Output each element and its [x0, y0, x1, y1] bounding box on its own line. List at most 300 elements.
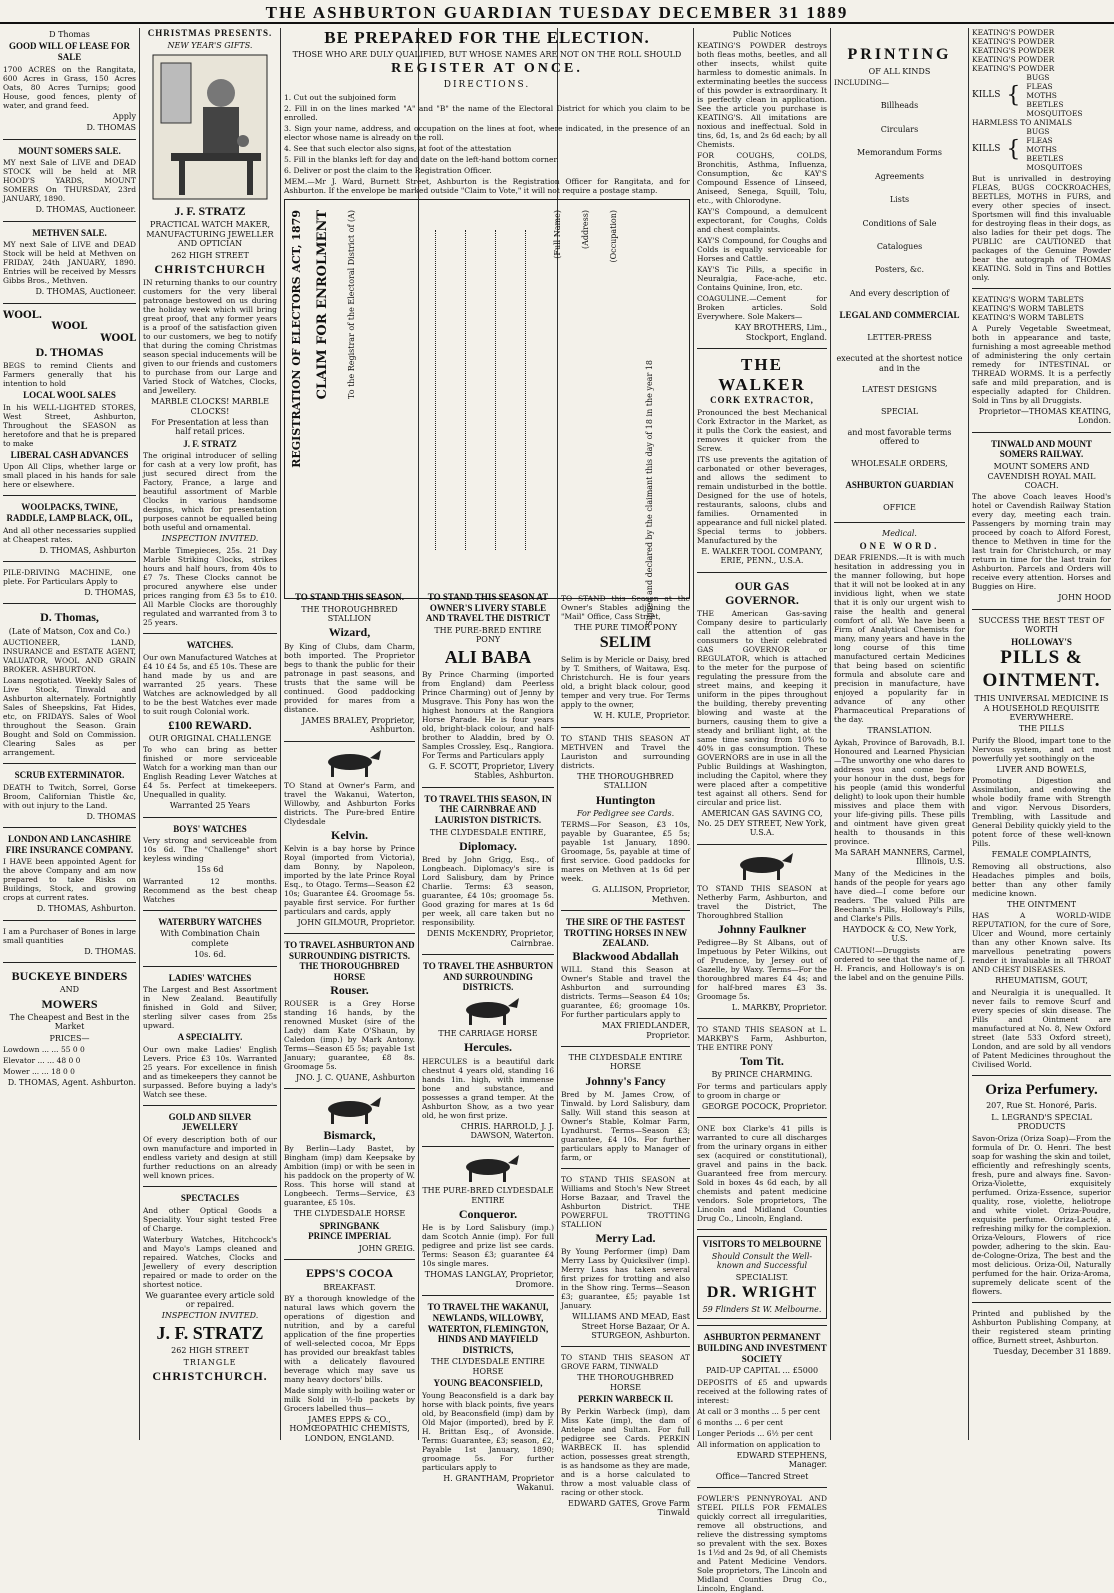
ad-signature: AMERICAN GAS SAVING CO, No. 25 DEY STREET, New York, U.S.A. — [697, 809, 827, 838]
ad-body: In his WELL-LIGHTED STORES, West Street, Ashburton, Throughout the SEASON as heretofore and that he is prepared to make — [3, 402, 136, 448]
kills-block — [972, 127, 1111, 172]
ad-body: Pronounced the best Mechanical Cork Extractor in the Market, as it pulls the Cork the easiest, and removes it quicker from the Screw. — [697, 408, 827, 454]
horse-name: Tom Tit. — [740, 1054, 784, 1069]
ad-title: WOOLPACKS, TWINE, RADDLE, LAMP BLACK, OIL, — [6, 502, 133, 523]
ad-label: KILLS — [972, 90, 1001, 101]
ad-subtitle: THE THOROUGHBRED STALLION — [577, 771, 674, 791]
form-occupation-label: (Occupation) — [609, 209, 618, 263]
horse-name: SPRINGBANK — [319, 1220, 380, 1231]
ad-subtitle: PAID-UP CAPITAL ... £5000 — [705, 1366, 819, 1376]
ad-subtitle: INSPECTION INVITED. — [161, 534, 259, 544]
direction-item: 2. Fill in on the lines marked "A" and "B" the name of the Electoral District for which you claim to be enrolled. — [284, 103, 690, 122]
ad-title: THE SIRE OF THE FASTEST TROTTING HORSES IN NEW ZEALAND. — [563, 917, 688, 949]
form-line — [495, 230, 496, 550]
ad-signature: HAYDOCK & CO, New York, U.S. — [842, 924, 957, 944]
price-row: Mower ... ... 18 0 0 — [3, 1067, 75, 1077]
ad-address: 262 HIGH STREET — [171, 250, 249, 260]
ad-title: BUCKEYE BINDERS — [11, 969, 128, 984]
ad-subtitle: OFFICE — [883, 502, 916, 512]
ad-subtitle: NEW YEAR'S GIFTS. — [167, 40, 253, 50]
ad-subtitle: FEMALE COMPLAINTS, — [991, 850, 1092, 860]
ad-signature: JAMES BRALEY, Proprietor, Ashburton. — [302, 715, 415, 735]
ad-signature: GEORGE POCOCK, Proprietor. — [701, 1101, 827, 1111]
ad-label: KILLS — [972, 144, 1001, 155]
ad-body: TO STAND this Season at the Owner's Stables adjoining the "Mail" Office, Cass Street, — [561, 594, 690, 621]
ad-subtitle: WHOLESALE ORDERS, — [851, 458, 948, 468]
ad-body: ITS use prevents the agitation of carbonated or other beverages, and allows the sediment to remain undisturbed in the bottle. Designed for the use of hotels, restaurants, saloons, clubs and families. Ornamented in appearance and full nickel plated. Special terms to jobbers. Manufactured by the — [697, 455, 827, 546]
ad-signature: D. THOMAS, — [84, 588, 136, 598]
printing-item: Catalogues — [876, 241, 923, 251]
ad-title: HOLLOWAY'S — [1011, 636, 1072, 647]
ad-subtitle: TRANSLATION. — [867, 726, 932, 736]
ad-body: Kelvin is a bay horse by Prince Royal (imported from Victoria), dam Bonny, by Napoleon, imported by the late Prince Royal Esq., to Otago. Terms—Season £2 10s; Guarantee £4. Groomage 5s. payable first service. For further particulars and cards, apply — [284, 843, 415, 916]
ad-body: Aykah, Province of Barovadh, B.I. Honoured and Learned Physician—The unworthy one who dares to address you and come before your honour in the dust, begs for his people (amid this wonderful delight) to look upon their humble missives and place them with your life-giving pills. These pills and ointment have given great health to thousands in this province. — [834, 737, 965, 846]
ad-signature: D. THOMAS. — [84, 946, 136, 956]
horse-name: SELIM — [599, 634, 652, 652]
ad-title: TO TRAVEL THIS SEASON, IN THE CAIRNBRAE AND LAURISTON DISTRICTS. — [424, 793, 552, 826]
ad-title: Oriza Perfumery. — [985, 1081, 1098, 1098]
imprint: Printed and published by the Ashburton Publishing Company, at their registered steam printing office, Burnett street, Ashburton. — [972, 1308, 1111, 1345]
ad-body: COAGULINE.—Cement for Broken articles. Sold Everywhere. Sole Makers— — [697, 294, 827, 322]
form-line — [435, 230, 436, 550]
ad-body: TO Stand at Owner's Farm, and travel the Wakanui, Waterton, Willowby, and Ashburton Forks districts. The Pure-bred Entire Clydesdale — [284, 780, 415, 826]
ad-title: BOYS' WATCHES — [173, 823, 247, 834]
kills-block — [972, 73, 1111, 118]
ad-body: Of every description both of our own manufacture and imported in endless variety and design at still further reductions on an already well known prices. — [143, 1134, 277, 1180]
ad-body: Our own make Ladies' English Levers. Price £3 10s. Warranted 25 years. For excellence in finish and as timekeepers they cannot be surpassed. Before buying a lady's Watch see these. — [143, 1044, 277, 1099]
ad-body: MY next Sale of LIVE and DEAD STOCK will be held at MR HOOD'S YARDS, MOUNT SOMERS On THURSDAY, 23rd JANUARY, 1890. — [3, 158, 136, 204]
election-subtitle: THOSE WHO ARE DULY QUALIFIED, BUT WHOSE NAMES ARE NOT ON THE ROLL SHOULD — [292, 50, 682, 60]
pest-item: FLEAS — [1026, 136, 1053, 145]
ad-subtitle: THE THOROUGHBRED HORSE — [577, 1373, 674, 1392]
ad-signature: Proprietor—THOMAS KEATING, London. — [978, 407, 1111, 426]
ad-title: SPECTACLES — [180, 1192, 240, 1203]
ad-body: DEAR FRIENDS.—It is with much hesitation in addressing you in the manner following, but hope that it will not be looked at in any invidious light, when we state that it is only our urgent wish to raise the health and general comfort of all. We have been a Firm of Analytical Chemists for many, many years and have in the long course of this time manufactured certain Medicines that being based on scientific formula and absolute care and precision in manufacture, have enjoyed a popularity far in advance of any other Pharmaceutical Preparations of the day. — [834, 553, 965, 725]
ad-title: CORK EXTRACTOR, — [710, 395, 814, 406]
ad-signature: E. WALKER TOOL COMPANY, ERIE, PENN., U.S.A. — [701, 547, 823, 566]
ad-body: The original introducer of selling for cash at a very low profit, has just secured direct from the Factory, France, a large and beautiful assortment of Marble Clocks in various handsome designs, which for presentation purposes cannot be equalled being both useful and ornamental. — [143, 451, 277, 533]
horse-name: Johnny's Fancy — [585, 1073, 666, 1088]
ad-signature: EDWARD STEPHENS, Manager. — [736, 1450, 827, 1470]
ad-body: But is unrivalled in destroying FLEAS, BUGS COCKROACHES, BEETLES, MOTHS in FURS, and every other species of insect. Sportsmen will find this invaluable for destroying fleas in their dogs, as also ladies for their pet dogs. The PUBLIC are CAUTIONED that packages of the Genuine Powder bear the autograph of THOMAS KEATING. Sold in Tins and Bottles only. — [972, 174, 1111, 282]
ad-body: KAY'S Tic Pills, a specific in Neuralgia, Face-ache, etc. Contains Quinine, Iron, etc. — [697, 265, 827, 293]
ad-body: Pedigree—By St Albans, out of Impetuous by Peter Wilkins, out of Prudence, by Jersey out of Gazelle, by Waxy. Terms—For the thoroughbred mares £4 4s; and for half-bred mares £3 3s. Groomage 5s. — [697, 937, 827, 1001]
ad-title: £100 REWARD. — [168, 717, 252, 732]
ad-signature: JOHN GREIG. — [358, 1243, 415, 1253]
ad-body: WILL Stand this Season at Owner's Stable and travel the Ashburton and surrounding districts. Terms—Season £4 10s; guarantee, £6; groomage 10s. For further particulars apply to — [561, 965, 690, 1020]
ad-signature: DENIS McKENDRY, Proprietor, Cairnbrae. — [426, 929, 554, 948]
direction-item: 4. See that such elector also signs, at foot of the attestation — [284, 143, 512, 153]
ad-subtitle: With Combination Chain complete — [160, 929, 260, 948]
ad-subtitle: LATEST DESIGNS — [862, 385, 937, 395]
form-address-label: (Address) — [581, 209, 590, 249]
ad-title: SCRUB EXTERMINATOR. — [14, 770, 125, 781]
election-register: REGISTER AT ONCE. — [391, 61, 583, 77]
ad-subtitle: THE CLYDESDALE ENTIRE, — [429, 827, 547, 837]
ad-body: By Berlin—Lady Bastet, by Bingham (imp) dam Keepsake by Ambition (imp) or with be seen in his paddock on the property of W. Ross. This horse will stand at Longbeech. Terms—Service, £3 guarantee, £5 10s. — [284, 1144, 415, 1208]
ad-signature: D. THOMAS, Agent. Ashburton. — [7, 1078, 136, 1088]
ad-body: THE American Gas-saving Company desire to particularly call the attention of gas consumers to their celebrated GAS GOVERNOR or REGULATOR, which is attached to the meter for the purpose of regulating the pressure from the street mains, and keeping it uniform in the pipes throughout the building, thereby preventing blowing and waste at the burners, causing them to give a steady and brilliant light, at the same time saving from 10% to 40% in gas consumption. These GOVERNORS are in use in all the Public Buildings at Washington, including the Capitol, where they were placed after a competitive test against all others. Send for circular and price list. — [697, 609, 827, 808]
ad-title: MOWERS — [41, 996, 98, 1011]
ad-title: ASHBURTON PERMANENT BUILDING AND INVESTMENT SOCIETY — [697, 1332, 827, 1364]
ad-subtitle: THE PILLS — [1018, 724, 1065, 734]
printing-item: Billheads — [880, 101, 919, 111]
ad-signature: L. MARKBY, Proprietor. — [731, 1002, 827, 1012]
ad-body: INCLUDING— — [834, 78, 890, 88]
ad-subtitle: SPECIAL — [880, 406, 919, 416]
ad-signature: D. THOMAS, Auctioneer. — [35, 205, 136, 215]
ad-signature: CHRIS. HARROLD, J. J. DAWSON, Waterton. — [460, 1121, 554, 1140]
ad-line: KEATING'S POWDER — [972, 28, 1055, 37]
ad-price: 10s. 6d. — [193, 950, 227, 960]
ad-body: By Prince Charming (imported from England) dam Peerless Prince Charming) out of Jenny by Musgrave. This Pony has won the highest honours at the Rangiora Horse Parade. He is four years old, bright-black colour, and half-brother to Aladdin, bred by O. Samples Crossley, Esq., Rangiora. For Terms and Particulars apply — [422, 669, 554, 760]
ad-title: MOUNT SOMERS SALE. — [18, 145, 121, 156]
ad-name: D. THOMAS — [35, 345, 104, 360]
ad-title: TO STAND THIS SEASON AT OWNER'S LIVERY STABLE AND TRAVEL THE DISTRICT — [425, 592, 551, 624]
ad-body: KAY'S Compound, a demulcent expectorant, for Coughs, Colds and chest complaints. — [697, 207, 827, 235]
ad-line: KEATING'S WORM TABLETS — [972, 304, 1084, 313]
ad-subtitle: LIVER AND BOWELS, — [996, 764, 1087, 774]
section-title: Medical. — [882, 529, 917, 539]
ad-body: Promoting Digestion and Assimilation, and endowing the whole bodily frame with Strength and vigor. Nervous Disorders, Trembling, with Lassitude and General Debility quickly yield to the potent force of these well-known Pills. — [972, 776, 1111, 849]
ad-body: TO STAND THIS SEASON at L. MARKBY'S Farm, Ashburton, THE ENTIRE PONY — [697, 1025, 827, 1053]
direction-item: 1. Cut out the subjoined form — [284, 92, 397, 102]
ad-body: executed at the shortest notice and in the — [836, 354, 963, 373]
ad-city: CHRISTCHURCH. — [152, 1368, 268, 1383]
ad-body: Many of the Medicines in the hands of the people for years ago have died—I come before our readers. The valued Pills are Beecham's Pills, Holloway's Pills, and Clarke's Pills. — [834, 868, 965, 923]
ad-body: Very strong and serviceable from 10s 6d. The "Challenge" short keyless winding — [143, 836, 277, 864]
pest-item: MOSQUITOES — [1026, 109, 1083, 118]
ad-body: ROUSER is a Grey Horse standing 16 hands, by the renowned Musket (sire of the Lady) dam Kate O'Shaun, by Caledon (imp.) by Mark Antony. Terms—Season £5 5s; payable 1st January; guarantee, £8 8s. Groomage 5s. — [284, 998, 415, 1071]
imprint-date: Tuesday, December 31 1889. — [993, 1346, 1111, 1356]
ad-body: TO STAND THIS SEASON at Williams and Stoch's New Street Horse Bazaar, and Travel the Ashburton District. THE POWERFUL TROTTING STALLION — [561, 1174, 690, 1229]
directions-title: DIRECTIONS. — [443, 80, 531, 90]
ad-subtitle: THE PURE-BRED CLYDESDALE ENTIRE — [422, 1186, 554, 1205]
ad-body: FOWLER'S PENNYROYAL AND STEEL PILLS FOR FEMALES quickly correct all irregularities, remove all obstructions, and relieve the distressing symptoms so prevalent with the sex. Boxes 1s 1½d and 2s 9d, of all Chemists and Patent Medicine Vendors. Sole proprietors, The Lincoln and Midland Counties Drug Co., Lincoln, England. — [697, 1493, 827, 1593]
form-line — [525, 230, 526, 550]
ad-body: Waterbury Watches, Hitchcock's and Mayo's Lamps cleaned and repaired. Watches, Clocks and Jewellery of every description repaired or made to order on the shortest notice. — [143, 1234, 277, 1289]
printing-item: Circulars — [880, 124, 919, 134]
ad-subtitle: OUR ORIGINAL CHALLENGE — [148, 733, 272, 743]
ad-body: CAUTION!—Druggists are ordered to see that the name of J. H. Francis, and Holloway's is on the label and on the genuine Pills. — [834, 945, 965, 982]
ad-note: Warranted 25 Years — [169, 801, 251, 811]
ad-title: A SPECIALITY. — [177, 1032, 243, 1043]
ad-subtitle: The Cheapest and Best in the Market — [9, 1012, 130, 1032]
ad-address: 207, Rue St. Honoré, Paris. — [986, 1101, 1097, 1111]
ad-title: MARBLE CLOCKS! MARBLE CLOCKS! — [151, 397, 269, 416]
horse-icon — [315, 1095, 385, 1125]
ad-title: LEGAL AND COMMERCIAL — [839, 310, 960, 321]
form-act-title: REGISTRATION OF ELECTORS ACT, 1879 — [290, 209, 303, 468]
ad-subtitle: SPECIALIST. — [735, 1272, 789, 1282]
ad-subtitle: PRACTICAL WATCH MAKER, MANUFACTURING JEWELLER AND OPTICIAN — [146, 220, 274, 249]
ad-body: Purify the Blood, impart tone to the Nervous system, and act most powerfully yet soothingly on the — [972, 735, 1111, 763]
printing-item: Lists — [889, 195, 910, 205]
horse-name: Johnny Faulkner — [717, 921, 807, 936]
ad-body: BEGS to remind Clients and Farmers generally that his intention to hold — [3, 361, 136, 389]
ad-body: Removing all obstructions, also Headaches pimples and boils, better than any other family medicine known. — [972, 861, 1111, 898]
ad-subtitle: (Late of Matson, Cox and Co.) — [8, 626, 131, 636]
ad-subtitle: For Presentation at less than half retail prices. — [151, 417, 269, 437]
form-name-label: (Full Name) — [553, 209, 562, 259]
ad-signature: JOHN HOOD — [1058, 593, 1111, 603]
ad-title: TINWALD AND MOUNT SOMERS RAILWAY. — [990, 438, 1092, 460]
ad-title: PILLS & OINTMENT. — [982, 647, 1101, 691]
ad-title: VISITORS TO MELBOURNE — [702, 1239, 822, 1250]
ad-body: TO STAND THIS SEASON AT METHVEN and Travel the Lauriston and surrounding districts. — [561, 733, 690, 770]
rate-row: Longer Periods ... 6½ per cent — [697, 1428, 813, 1438]
pest-item: MOTHS — [1026, 91, 1057, 100]
ad-body: All information on application to — [697, 1439, 821, 1449]
column-4 — [419, 592, 557, 1493]
ad-body: I HAVE been appointed Agent for the above Company and am now prepared to take Risks on Buildings, Stock, and growing crops at current rates. — [3, 857, 136, 903]
horse-icon — [315, 748, 385, 778]
horse-name: Hercules. — [463, 1040, 513, 1055]
horse-name: Huntington — [595, 792, 656, 807]
ad-signature: JNO. J. C. QUANE, Ashburton — [295, 1072, 415, 1082]
ad-body: He is by Lord Salisbury (imp.) dam Scotch Annie (imp). For full pedigree and prize list see cards. Terms: Season £3; guarantee £4 10s single mares. — [422, 1223, 554, 1269]
printing-item: Posters, &c. — [874, 265, 925, 275]
ad-signature: JAMES EPPS & CO., HOMŒOPATHIC CHEMISTS, LONDON, ENGLAND. — [289, 1414, 410, 1443]
ad-title: TO TRAVEL ASHBURTON AND SURROUNDING DISTRICTS. THE THOROUGHBRED HORSE — [284, 940, 415, 982]
ad-subtitle: THE CARRIAGE HORSE — [438, 1028, 538, 1038]
horse-name: ALI BABA — [444, 646, 532, 667]
form-registrar-line: To the Registrar of the Electoral District of (A) — [347, 209, 356, 399]
ad-title: METHVEN SALE. — [32, 227, 107, 238]
ad-body: TERMS—For Season, £3 10s, payable by Guarantee, £5 5s; payable 1st January, 1890. Groomage, 5s, payable at time of first service. Good paddocks for mares on Methven at 1s 6d per week. — [561, 820, 690, 884]
ad-body: The Largest and Best Assortment in New Zealand. Beautifully finished in Gold and Silver, sterling silver cases from 25s upward. — [143, 985, 277, 1031]
horse-name: PRINCE IMPERIAL — [308, 1231, 391, 1242]
ad-title: OUR GAS GOVERNOR. — [725, 578, 799, 608]
ad-price: 15s 6d — [196, 865, 224, 875]
direction-item: 5. Fill in the blanks left for day and date on the left-hand bottom corner. — [284, 154, 559, 164]
ad-subtitle: OF ALL KINDS — [868, 66, 931, 76]
ad-subtitle: INSPECTION INVITED. — [161, 1311, 259, 1321]
pest-item: MOTHS — [1026, 145, 1057, 154]
ad-body: Bred by John Grigg, Esq., of Longbeach. Diplomacy's sire is Lord Salisbury, dam by Prince Charlie. Terms: £3 season, guarantee, £4 10s; groomage 5s. Good grazing for mares at 1s 6d per week, all care taken but no responsibility. — [422, 855, 554, 928]
ad-line: HARMLESS TO ANIMALS — [972, 118, 1072, 127]
ad-signature: D. THOMAS, Auctioneer. — [35, 287, 136, 297]
direction-item: 6. Deliver or post the claim to the Registration Officer. — [284, 165, 492, 175]
ad-subtitle: AND — [59, 985, 80, 995]
ad-subtitle: Should Consult the Well-known and Successful — [711, 1251, 813, 1271]
ad-title: LOCAL WOOL SALES — [23, 390, 116, 401]
rate-row: 6 months ... 6 per cent — [697, 1417, 784, 1427]
ad-body: To who can bring as better finished or more serviceable Watch for a working man than our English Reading Lever Watches at £4 5s. Perfect at timekeepers. Unequalled in quality. — [143, 745, 277, 800]
ad-body: ONE box Clarke's 41 pills is warranted to cure all discharges from the urinary organs in either sex (acquired or constitutional), gravel and pains in the back. Guaranteed free from mercury. Sold in boxes 4s 6d each, by all chemists and patent medicine vendors. Sole proprietors, The Lincoln and Midland Counties Drug Co., Lincoln, England. — [697, 1124, 827, 1224]
ad-line: KEATING'S WORM TABLETS — [972, 295, 1084, 304]
horse-name: YOUNG BEACONSFIELD, — [433, 1378, 543, 1389]
ad-address: 59 Flinders St W. Melbourne. — [702, 1304, 822, 1314]
ad-body: Loans negotiated. Weekly Sales of Live Stock, Tinwald and Ashburton alternately. Fortnightly Sales of Sheepskins, Fat Hides, etc, on FRIDAYS. Sales of Wool throughout the Season. Grain Bought and Sold on Commission. Clearing Sales as per arrangement. — [3, 676, 136, 758]
ad-line: KEATING'S POWDER — [972, 64, 1055, 73]
horse-name: PERKIN WARBECK II. — [577, 1394, 674, 1405]
price-row: Elevator ... ... 48 0 0 — [3, 1056, 81, 1066]
ad-title: PRINTING — [847, 46, 952, 63]
ad-body: Warranted 12 months. Recommend as the best cheap Watches — [143, 876, 277, 904]
column-3 — [281, 592, 418, 1443]
ad-title: THE WALKER — [718, 355, 806, 395]
watchmaker-engraving — [151, 53, 269, 201]
ad-signature: JOHN GILMOUR, Proprietor. — [297, 917, 415, 927]
ad-body: HAS A WORLD-WIDE REPUTATION, for the cure of Sore, Ulcer and Wound, more certainly than any other Known salve. Its marvellous penetrating powers render it invaluable in all THROAT AND CHEST DISEASES. — [972, 911, 1111, 975]
ad-title: WOOL. — [3, 309, 43, 321]
ad-signature: D. THOMAS — [86, 811, 136, 821]
ad-body: and most favorable terms offered to — [847, 428, 952, 447]
ad-subtitle: By PRINCE CHARMING. — [711, 1070, 813, 1080]
ad-signature: EDWARD GATES, Grove Farm Tinwald — [567, 1498, 690, 1518]
ad-title: LADIES' WATCHES — [168, 972, 252, 983]
ad-body: TO STAND THIS SEASON at Netherby Farm, Ashburton, and travel the District, The Thoroughbred Stallion — [697, 883, 827, 920]
section-title: Public Notices — [732, 30, 792, 39]
pest-item: BEETLES — [1026, 154, 1064, 163]
ad-signature: D. THOMAS — [86, 123, 136, 133]
ad-body: I am a Purchaser of Bones in large small quantities — [3, 926, 136, 945]
price-row: Lowdown ... ... 55 0 0 — [3, 1045, 85, 1055]
horse-name: Kelvin. — [330, 827, 368, 842]
ad-subtitle: THIS UNIVERSAL MEDICINE IS A HOUSEHOLD REQUISITE EVERYWHERE. — [974, 694, 1109, 723]
ad-body: MY next Sale of LIVE and DEAD Stock will be held at Methven on FRIDAY, 24th JANUARY, 1890. Entries will be received by Messrs Gibbs Bros., Methven. — [3, 240, 136, 286]
ad-body: DEPOSITS of £5 and upwards received at the following rates of interest: — [697, 1377, 827, 1405]
ad-subtitle: SUCCESS THE BEST TEST OF WORTH — [978, 615, 1105, 635]
ad-title: CHRISTMAS PRESENTS. — [147, 28, 273, 38]
ad-note: We guarantee every article sold or repaired. — [145, 1290, 275, 1309]
ad-name: D. Thomas, — [40, 610, 99, 625]
ad-subtitle: THE CLYDESDALE ENTIRE HORSE — [431, 1357, 545, 1376]
ad-body: Made simply with boiling water or milk Sold in ½-lb packets by Grocers labelled thus— — [284, 1385, 415, 1413]
pest-item: BUGS — [1026, 127, 1050, 136]
ad-body: Upon All Clips, whether large or small placed in his hands for sale here or elsewhere. — [3, 462, 136, 490]
ad-body: DEATH to Twitch, Sorrel, Gorse Broom, Californian Thistle &c, with out injury to the Land. — [3, 782, 136, 810]
printing-item: Agreements — [875, 171, 924, 181]
ad-subtitle: MOUNT SOMERS AND CAVENDISH ROYAL MAIL COACH. — [987, 462, 1096, 490]
ad-title: WOOL — [51, 321, 88, 333]
horse-icon — [453, 996, 523, 1026]
price-list-title: PRICES— — [49, 1033, 90, 1043]
horse-icon — [727, 851, 797, 881]
ad-signature: D. THOMAS, Ashburton. — [36, 904, 136, 914]
ad-body: And every description of — [849, 288, 950, 298]
ad-title: LONDON AND LANCASHIRE FIRE INSURANCE COMPANY. — [5, 834, 134, 855]
column-2 — [140, 28, 280, 1440]
ad-address: TRIANGLE — [183, 1357, 237, 1367]
ad-note: For Pedigree see Cards. — [576, 808, 675, 818]
printing-item: Conditions of Sale — [862, 218, 937, 228]
ad-signature: G. F. SCOTT, Proprietor, Livery Stables, Ashburton. — [428, 761, 554, 781]
ad-line: KEATING'S POWDER — [972, 37, 1055, 46]
ad-name: J. F. STRATZ — [156, 1322, 264, 1343]
ad-body: A Purely Vegetable Sweetmeat, both in appearance and taste, furnishing a most agreeable method of administering the only certain remedy for INTESTINAL or THREAD WORMS. It is a perfectly safe and mild preparation, and is especially adapted for Children. Sold in Tins by all Druggists. — [972, 324, 1111, 405]
ad-body: and Neuralgia it is unequalled. It never fails to remove Scurf and every species of skin disease. The Pills and Ointment are manufactured at No. 8, New Oxford street (late 533 Oxford street), London, and are sold by all vendors of Patent Medicines throughout the Civilised World. — [972, 987, 1111, 1069]
ad-signature: G. ALLISON, Proprietor, Methven. — [591, 885, 690, 904]
ad-subtitle: THE CLYDESDALE ENTIRE HORSE — [568, 1052, 683, 1072]
form-line — [465, 230, 466, 550]
ad-title: TO STAND THIS SEASON. — [294, 592, 405, 602]
ad-title: LIBERAL CASH ADVANCES — [10, 449, 129, 460]
ad-signature: THOMAS LANGLAY, Proprietor, Dromore. — [424, 1270, 554, 1289]
ad-body: BY a thorough knowledge of the natural laws which govern the operations of digestion and nutrition, and by a careful application of the fine properties of well-selected cocoa, Mr Epps has provided our breakfast tables with a delicately flavoured beverage which may save us many heavy doctors' bills. — [284, 1293, 415, 1384]
ad-body: HERCULES is a beautiful dark chestnut 4 years old, standing 16 hands 1in. high, with immense bone and substance, and possesses a grand temper. At the Ashburton Show, as a two year old, he won first prize. — [422, 1056, 554, 1120]
ad-subtitle: LETTER-PRESS — [867, 332, 932, 342]
ad-body: And all other necessaries supplied at Cheapest rates. — [3, 525, 136, 544]
pest-item: MOSQUITOES — [1026, 163, 1083, 172]
ad-body: TO STAND THIS SEASON AT GROVE FARM, TINWALD — [561, 1353, 690, 1372]
ad-subtitle: THE THOROUGHBRED STALLION — [301, 604, 398, 624]
melbourne-specialist-ad — [697, 1236, 827, 1319]
ad-signature: W. H. KULE, Proprietor. — [593, 711, 690, 721]
ad-body: By King of Clubs, dam Charm, both imported. The Proprietor begs to thank the public for their patronage in past seasons, and trusts that the same will be continued. Good paddocking provided for mares from a distance. — [284, 641, 415, 714]
horse-name: Merry Lad. — [595, 1230, 656, 1245]
ad-name: DR. WRIGHT — [706, 1284, 818, 1302]
ad-title: TO TRAVEL THE WAKANUI, NEWLANDS, WILLOWBY, WATERTON, FLEMINGTON, HINDS AND MAYFIELD DISTRICTS, — [427, 1302, 549, 1355]
ad-title: TO TRAVEL THE ASHBURTON AND SURROUNDING DISTRICTS. — [422, 961, 554, 993]
printing-item: Memorandum Forms — [857, 148, 942, 158]
horse-name: Conqueror. — [458, 1207, 518, 1222]
ad-body: By Perkin Warbeck (imp), dam Miss Kate (imp), the dam of Antelope and Sultan. For full pedigree see Cards. PERKIN WARBECK II. has splendid action, possesses great strength, is as handsome as they are made, and is a horse calculated to throw a most valuable class of racing or other stock. — [561, 1406, 690, 1497]
ad-title: ASHBURTON GUARDIAN — [845, 480, 954, 491]
ad-title: WATCHES. — [186, 639, 234, 650]
ad-body: And other Optical Goods a Speciality. Your sight tested Free of Charge. — [143, 1205, 277, 1233]
ad-subtitle: THE OINTMENT — [1006, 899, 1077, 909]
masthead: THE ASHBURTON GUARDIAN TUESDAY DECEMBER 31 1889 — [0, 0, 1114, 24]
ad-body: 1700 ACRES on the Rangitata, 600 Acres in Grass, 150 Acres Oats, 80 Acres Turnips; good House, good fences, plenty of water, and grand feed. — [3, 64, 136, 110]
brace-icon: { — [1006, 136, 1021, 162]
ad-line: KEATING'S POWDER — [972, 55, 1055, 64]
ad-body: Savon-Oriza (Oriza Soap)—From the formula of Dr. O. Henri. The best soap for washing the skin and toilet, efficiently and refreshingly scents, fresh, pure and always fine. Savon-Oriza-Violette, exquisitely perfumed. Oriza-Essence, superior quality, rose, violette, heliotrope and white violet. Oriza-Poudre, exquisite perfume. Oriza-Lacté, a refreshing milky for the complexion. Oriza-Velours, Flowers of rice powder, adhering to the skin. Eau-de-Cologne-Oriza, The best and the most delicious. Oriza-Oil, Naturally perfumed for the hair. Oriza-Aroma, supremely delicate scent of the flowers. — [972, 1133, 1111, 1296]
column-6 — [694, 28, 830, 1593]
ad-city: CHRISTCHURCH — [154, 261, 266, 276]
form-claim-title: CLAIM FOR ENROLMENT — [315, 209, 330, 399]
ad-address: Office—Tancred Street — [715, 1471, 809, 1481]
ad-signature: Ma SARAH MANNERS, Carmel, Illinois, U.S. — [834, 847, 965, 867]
direction-item: 3. Sign your name, address, and occupation on the lines at foot, where indicated, in the presence of an elector whose name is already on the roll. — [284, 123, 690, 142]
ad-body: The above Coach leaves Hood's hotel or Cavendish Railway Station every day, meeting each train. Passengers by morning train may proceed by coach to Alford Forest, thence to Methven in time for the last train for Christchurch, or may return in time for the last train for Ashburton. Parcels and Orders will receive every attention. Horses and Buggies on Hire. — [972, 492, 1111, 592]
horse-name: Bismarck, — [323, 1128, 376, 1143]
ad-signature: J. F. STRATZ — [183, 438, 237, 449]
ad-signature: KAY BROTHERS, Lim., Stockport, England. — [734, 323, 827, 342]
ad-subtitle: THE CLYDESDALE HORSE — [293, 1209, 406, 1219]
ad-body: IN returning thanks to our country customers for the very liberal patronage bestowed on us during the holiday week which will bring great proof, that any former years is a proof of the satisfaction given to our customers, we beg to notify that during the coming Christmas season special inducements will be given to our friends and customers to purchase from our Large and Varied Stock of Watches, Clocks, and Jewellery. — [143, 278, 277, 396]
horse-name: Diplomacy. — [459, 839, 517, 854]
column-5 — [558, 592, 693, 1518]
pest-item: BUGS — [1026, 73, 1050, 82]
ad-body: Our own Manufactured Watches at £4 10 £4 5s, and £5 10s. These are hand made by us and are warranted 25 years. These Watches are acknowledged by all to be the best Watches ever made to suit rough Colonial work. — [143, 652, 277, 716]
ad-title: ONE WORD. — [859, 540, 940, 551]
ad-subtitle: RHEUMATISM, GOUT, — [995, 976, 1088, 986]
election-title: BE PREPARED FOR THE ELECTION. — [324, 28, 650, 47]
ad-name: J. F. STRATZ — [174, 204, 246, 219]
ad-title: WATERBURY WATCHES — [158, 916, 262, 927]
ad-title: GOLD AND SILVER JEWELLERY — [168, 1111, 252, 1133]
ad-body: Bred by M. James Crow, of Tinwald. by Lord Salisbury, dam Sally. Will stand this season at Owner's Stable, Kolmar Farm, Lyndhurst. Terms—Season £3; guarantee, £4 10s. For further particulars apply to Manager of farm, or — [561, 1089, 690, 1162]
ad-body: AUCTIONEER, LAND, INSURANCE and ESTATE AGENT, VALUATOR, WOOL AND GRAIN BROKER. ASHBURTON. — [3, 638, 136, 675]
horse-name: Wizard, — [328, 625, 371, 640]
column-1 — [0, 28, 139, 1440]
ad-body: By Young Performer (imp) Dam Merry Lass by Quicksilver (imp). Merry Lass has taken several first prizes for trotting and also in the Show ring. Terms—Season £3; guarantee, £5; payable 1st January. — [561, 1247, 690, 1311]
ad-apply: Apply — [112, 111, 136, 121]
ad-body: PILE-DRIVING MACHINE, one plete. For Particulars Apply to — [3, 568, 136, 587]
ad-subtitle: BREAKFAST. — [323, 1282, 376, 1292]
ad-body: KAY'S Compound, for Coughs and Colds is equally serviceable for Horses and Cattle. — [697, 236, 827, 264]
ad-line: KEATING'S POWDER — [972, 46, 1055, 55]
column-8 — [969, 28, 1114, 1440]
ad-body: FOR COUGHS, COLDS, Bronchitis, Asthma, Influenza, Consumption, &c KAY'S Compound Essence of Linseed, Aniseed, Senega, Squill, Tolu, etc., with Chlorodyne. — [697, 151, 827, 206]
pest-item: FLEAS — [1026, 82, 1053, 91]
direction-item: MEM.—Mr J. Ward, Burnett Street, Ashburton is the Registration Officer for Rangitata, and for Ashburton. If the envelope be marked outside "Claim to Vote," it will not require a postage stamp. — [284, 176, 690, 195]
horse-name: Blackwood Abdallah — [572, 948, 679, 963]
horse-icon — [453, 1153, 523, 1183]
horse-name: Rouser. — [330, 982, 369, 997]
